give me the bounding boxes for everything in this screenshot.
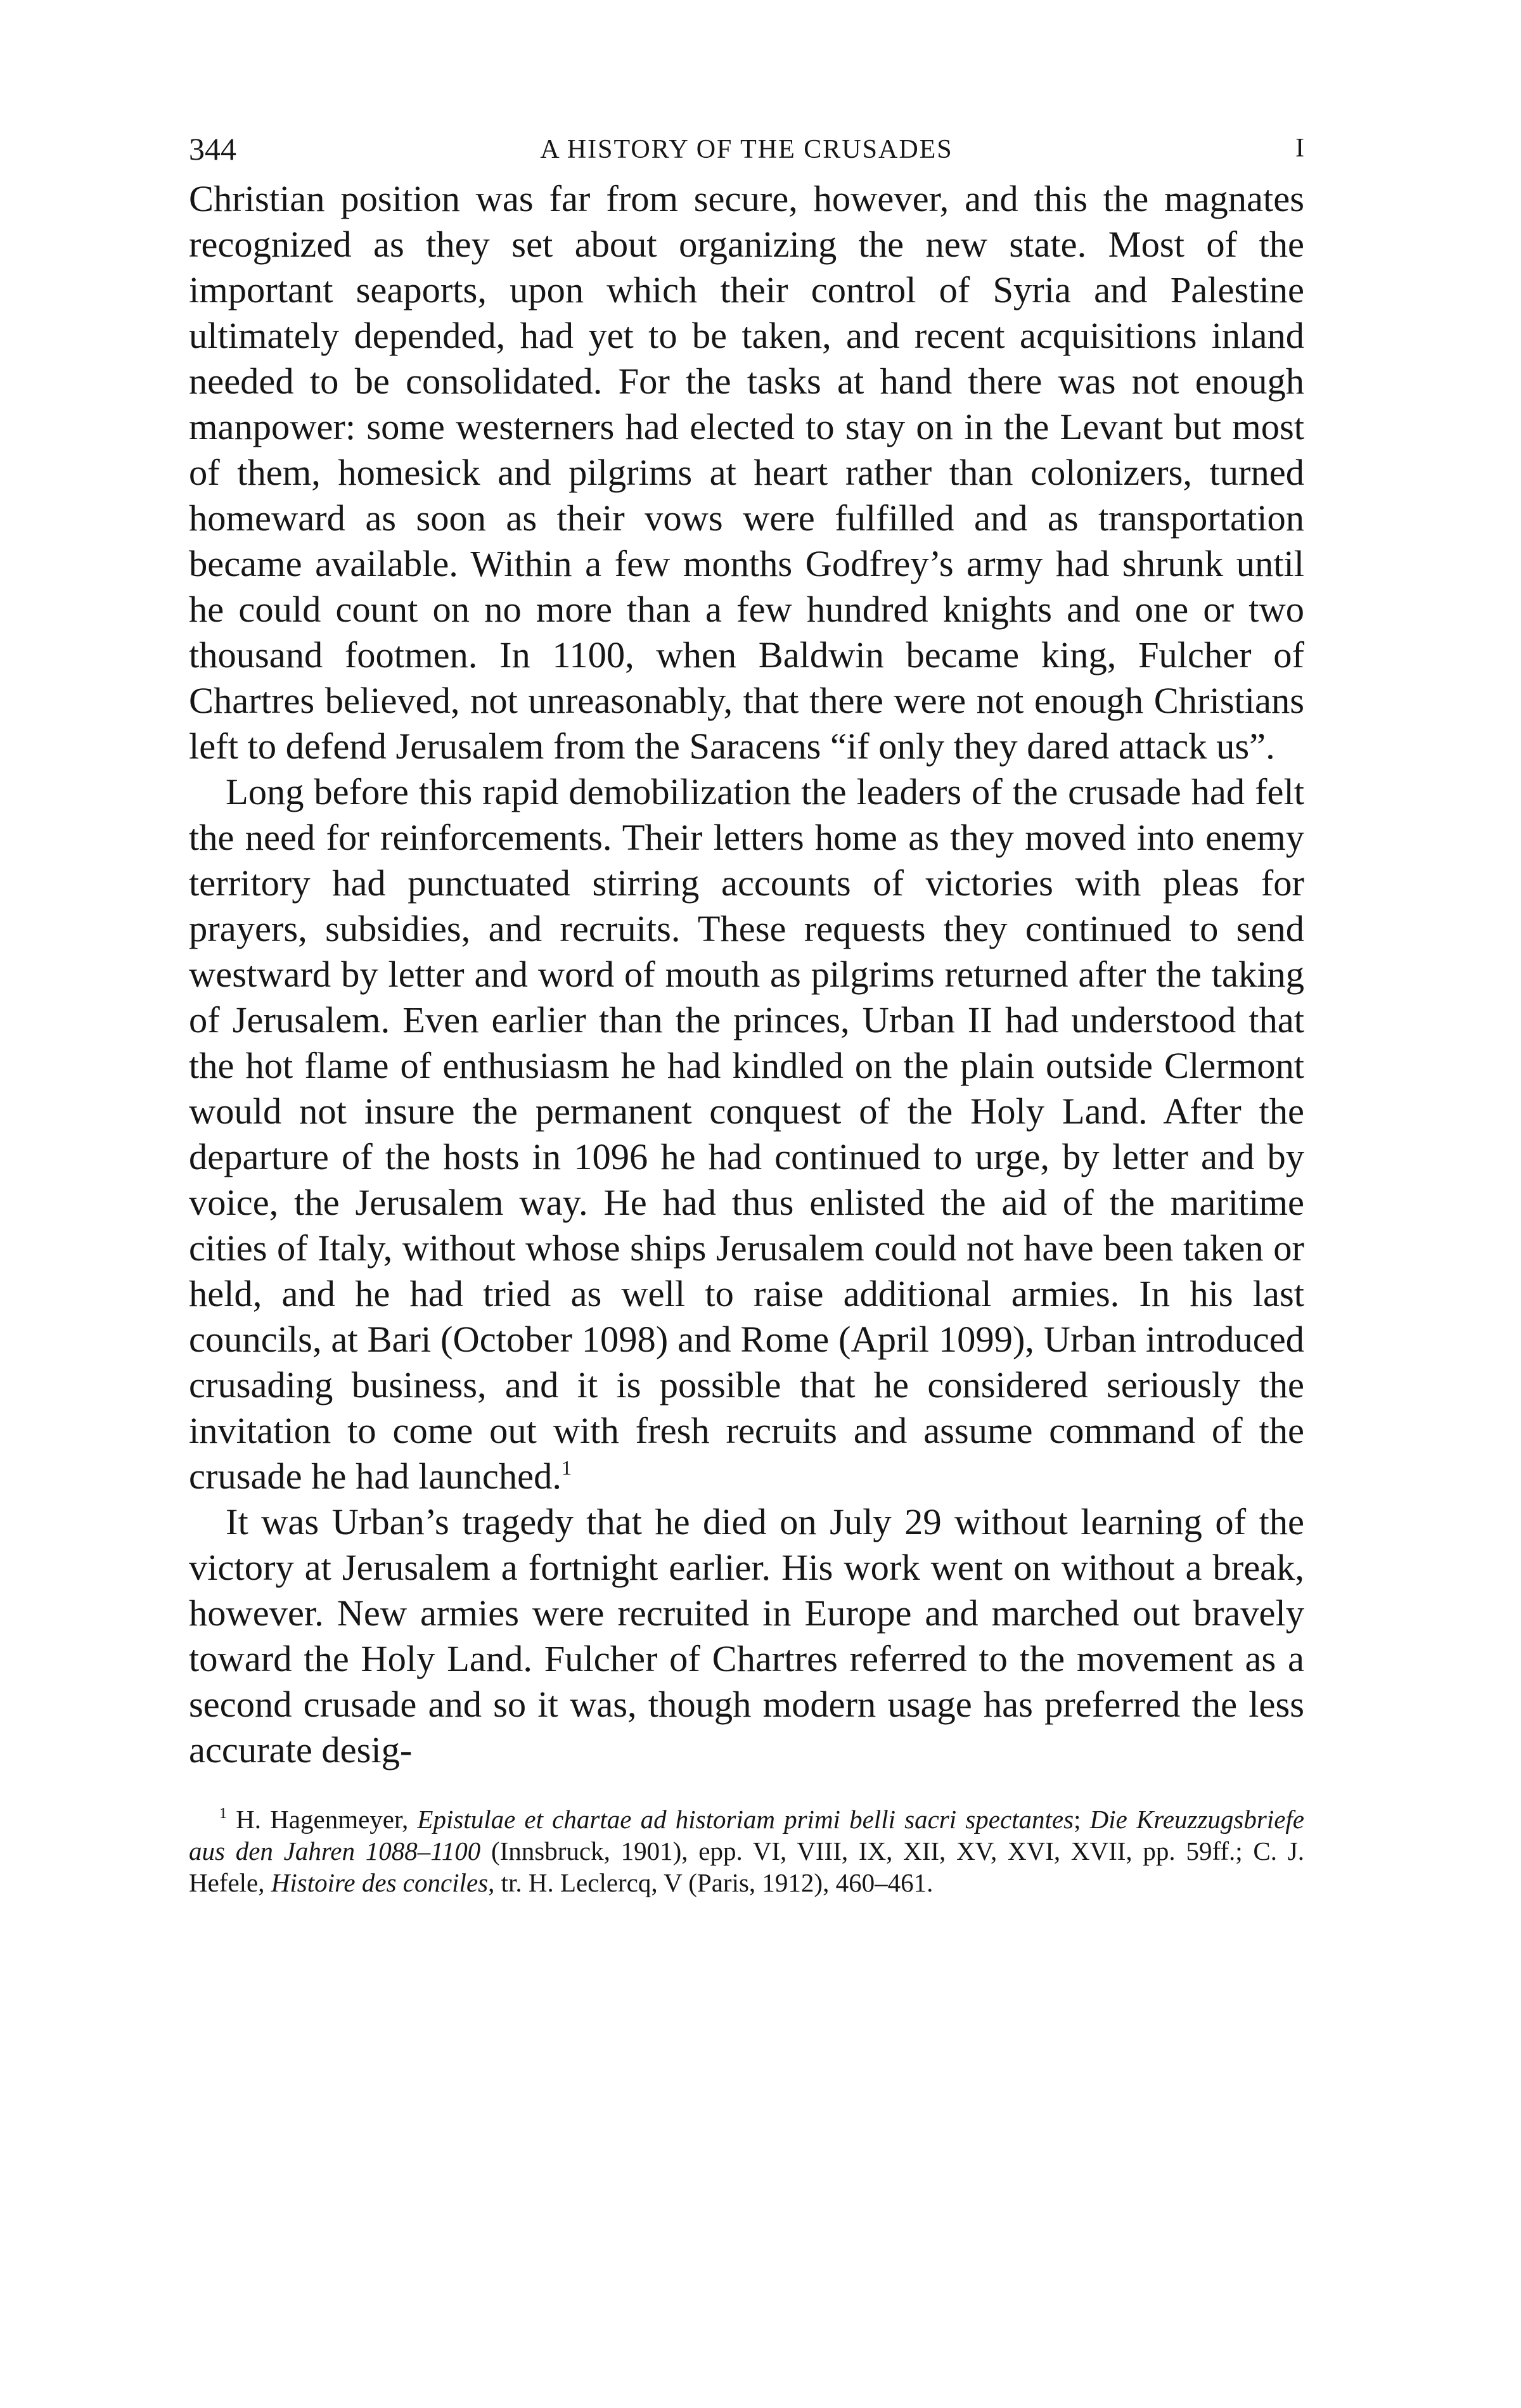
footnote-text: (Innsbruck, 1901), epp. VI, VIII, IX, XII, XV, XVI, XVII, pp. 59ff.; C. J. Hefele,: [189, 1836, 1304, 1897]
paragraph-text: Long before this rapid demobilization the leaders of the crusade had felt the need for reinforcements. Their letters home as they moved into enemy territory had punctuated stirring accounts of victories with pleas for prayers, subsidies, and recruits. These requests they continued to send westward by letter and word of mouth as pilgrims returned after the taking of Jerusalem. Even earlier than the princes, Urban II had understood that the hot flame of enthusiasm he had kindled on the plain outside Clermont would not insure the permanent conquest of the Holy Land. After the departure of the hosts in 1096 he had continued to urge, by letter and by voice, the Jerusalem way. He had thus enlisted the aid of the maritime cities of Italy, without whose ships Jerusalem could not have been taken or held, and he had tried as well to raise additional armies. In his last councils, at Bari (October 1098) and Rome (April 1099), Urban introduced crusading business, and it is possible that he considered seriously the invitation to come out with fresh recruits and assume command of the crusade he had launched.: [189, 771, 1304, 1497]
footnote-title: Epistulae et chartae ad historiam primi belli sacri spectantes: [417, 1805, 1074, 1834]
page-number: 344: [189, 131, 236, 167]
footnotes: [189, 1803, 1304, 1899]
footnote: [189, 1803, 1304, 1899]
footnote-text: H. Hagenmeyer,: [236, 1805, 418, 1834]
paragraph-text: It was Urban’s tragedy that he died on July 29 without learning of the victory at Jerusalem a fortnight earlier. His work went on without a break, however. New armies were recruited in Europe and marched out bravely toward the Holy Land. Fulcher of Chartres referred to the movement as a second crusade and so it was, though modern usage has preferred the less accurate desig-: [189, 1501, 1304, 1771]
body-text: [189, 176, 1304, 1773]
running-title: A HISTORY OF THE CRUSADES: [540, 135, 953, 164]
book-page: [189, 131, 1304, 1899]
paragraph: [189, 176, 1304, 769]
chapter-number: I: [1295, 134, 1304, 163]
paragraph-text: Christian position was far from secure, however, and this the magnates recognized as they set about organizing the new state. Most of the important seaports, upon which their control of Syria and Palestine ultimately depended, had yet to be taken, and recent acquisitions inland needed to be consolidated. For the tasks at hand there was not enough manpower: some westerners had elected to stay on in the Levant but most of them, homesick and pilgrims at heart rather than colonizers, turned homeward as soon as their vows were fulfilled and as transportation became available. Within a few months Godfrey’s army had shrunk until he could count on no more than a few hundred knights and one or two thousand footmen. In 1100, when Baldwin became king, Fulcher of Chartres believed, not unreasonably, that there were not enough Christians left to defend Jerusalem from the Saracens “if only they dared attack us”.: [189, 178, 1304, 767]
footnote-text: ;: [1074, 1805, 1090, 1834]
footnote-text: , tr. H. Leclercq, V (Paris, 1912), 460–461.: [488, 1868, 934, 1897]
paragraph: [189, 769, 1304, 1499]
paragraph: [189, 1499, 1304, 1773]
footnote-title: Histoire des conciles: [271, 1868, 489, 1897]
footnote-title: Die Kreuzzugsbriefe aus den Jahren 1088–1100: [189, 1805, 1304, 1866]
running-head: [189, 131, 1304, 175]
footnote-number: 1: [219, 1805, 227, 1822]
footnote-reference[interactable]: 1: [561, 1456, 572, 1479]
